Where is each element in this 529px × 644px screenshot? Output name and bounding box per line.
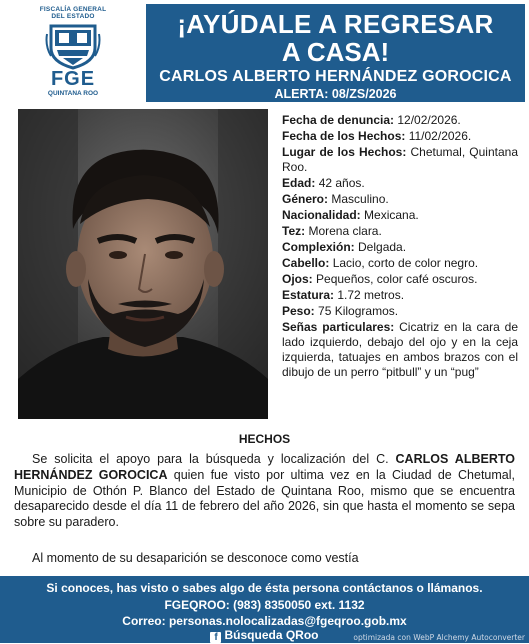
person-details (282, 113, 518, 381)
logo-top-text: FISCALÍA GENERAL DEL ESTADO (39, 6, 107, 20)
contact-footer (0, 576, 529, 643)
facebook-icon: f (210, 632, 221, 643)
detail-edad: Edad: 42 años. (282, 176, 365, 190)
detail-nacionalidad: Nacionalidad: Mexicana. (282, 208, 419, 222)
facebook-page-label: Búsqueda QRoo (224, 628, 319, 642)
footer-call-to-action: Si conoces, has visto o sabes algo de ésta persona contáctanos o llámanos. (46, 581, 483, 595)
logo-state: QUINTANA ROO (47, 90, 99, 97)
headline-line-2: A CASA! (281, 37, 390, 67)
detail-fecha-hechos: Fecha de los Hechos: 11/02/2026. (282, 129, 472, 143)
headline-line-1: ¡AYÚDALE A REGRESAR (177, 9, 494, 39)
detail-peso: Peso: 75 Kilogramos. (282, 304, 399, 318)
watermark: optimizada con WebP Alchemy Autoconverter (353, 633, 525, 642)
detail-estatura: Estatura: 1.72 metros. (282, 288, 405, 302)
logo-acronym: FGE (50, 68, 96, 90)
detail-tez: Tez: Morena clara. (282, 224, 382, 238)
detail-senas: Señas particulares: Cicatriz en la cara de lado izquierdo, debajo del ojo y en la ceja izquierda, tatuajes en ambos brazos con el dibujo de un perro “pitbull” y un “pug” (282, 320, 519, 379)
footer-phone[interactable]: FGEQROO: (983) 8350050 ext. 1132 (164, 598, 365, 612)
hechos-heading: HECHOS (238, 432, 291, 446)
hechos-paragraph: Se solicita el apoyo para la búsqueda y localización del C. CARLOS ALBERTO HERNÁNDEZ GOROCICA quien fue visto por ultima vez en la Ciudad de Chetumal, Municipio de Othón P. Blanco del Estado de Quintana Roo, mismo que se encuentra desaparecido desde el día 11 de febrero del año 2026, sin que hasta el momento se sepa sobre su paradero. (14, 452, 515, 530)
footer-email[interactable]: Correo: personas.nolocalizadas@fgeqroo.gob.mx (122, 614, 407, 628)
detail-ojos: Ojos: Pequeños, color café oscuros. (282, 272, 478, 286)
fge-logo (4, 4, 142, 100)
shield-icon (45, 22, 101, 70)
hechos-person-name: CARLOS ALBERTO HERNÁNDEZ GOROCICA (14, 452, 515, 482)
detail-complexion: Complexión: Delgada. (282, 240, 407, 254)
alert-code: ALERTA: 08/ZS/2026 (274, 87, 397, 101)
portrait-image (18, 109, 268, 419)
person-photo (18, 109, 268, 419)
header-banner (146, 4, 525, 102)
detail-cabello: Cabello: Lacio, corto de color negro. (282, 256, 479, 270)
hechos-clothing-note: Al momento de su desaparición se desconoce como vestía (32, 551, 359, 565)
detail-genero: Género: Masculino. (282, 192, 389, 206)
detail-fecha-denuncia: Fecha de denuncia: 12/02/2026. (282, 113, 461, 127)
person-name: CARLOS ALBERTO HERNÁNDEZ GOROCICA (159, 68, 512, 85)
detail-lugar: Lugar de los Hechos: Chetumal, Quintana Roo. (282, 145, 518, 174)
